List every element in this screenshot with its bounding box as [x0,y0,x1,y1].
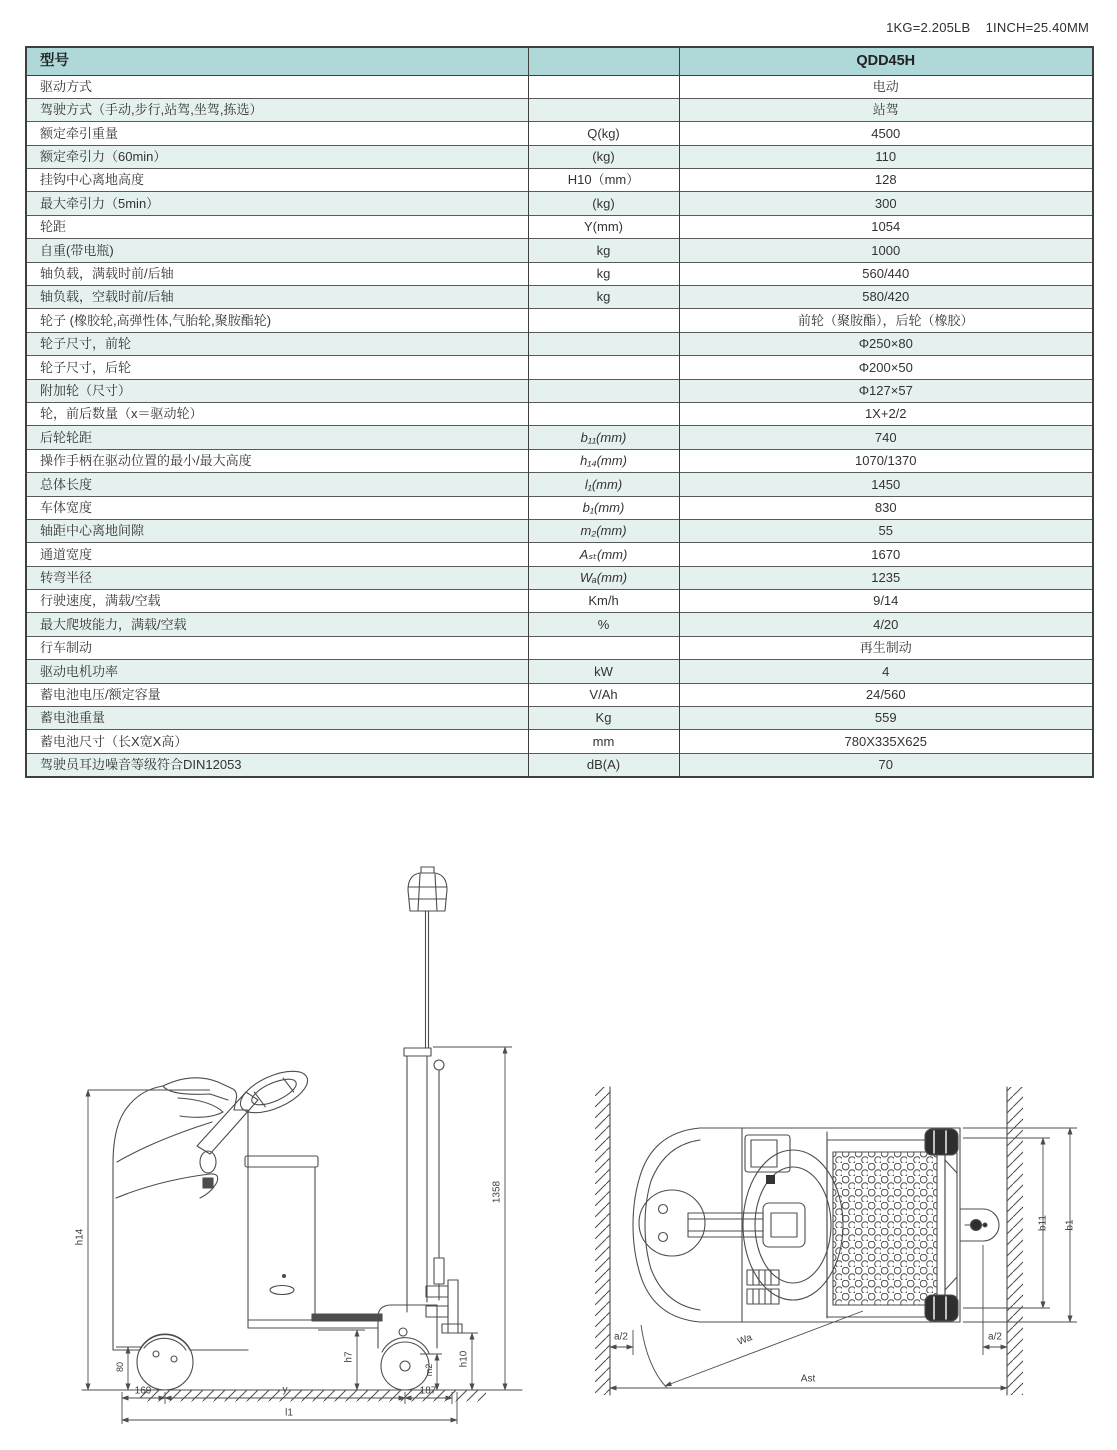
spec-row [26,543,1093,566]
side-view-drawing [60,862,560,1447]
spec-unit: m₂(mm) [528,519,679,542]
spec-value: Φ250×80 [679,332,1093,355]
spec-unit: kg [528,286,679,309]
spec-value: 560/440 [679,262,1093,285]
spec-value: 830 [679,496,1093,519]
spec-value: 740 [679,426,1093,449]
spec-label: 额定牵引重量 [26,122,528,145]
spec-value: 4 [679,660,1093,683]
spec-label: 轴距中心离地间隙 [26,519,528,542]
spec-unit [528,356,679,379]
spec-row [26,356,1093,379]
spec-unit: Kg [528,707,679,730]
unit-conversion-note: 1KG=2.205LB 1INCH=25.40MM [886,20,1089,35]
spec-unit: Wₐ(mm) [528,566,679,589]
spec-label: 驱动方式 [26,75,528,98]
spec-row [26,707,1093,730]
spec-row [26,449,1093,472]
spec-label: 驾驶员耳边噪音等级符合DIN12053 [26,753,528,776]
spec-value: 站驾 [679,98,1093,121]
spec-row [26,590,1093,613]
spec-unit: b₁(mm) [528,496,679,519]
spec-value: 1000 [679,239,1093,262]
spec-row [26,239,1093,262]
spec-row [26,753,1093,776]
spec-row [26,613,1093,636]
spec-label: 轴负载，满载时前/后轴 [26,262,528,285]
spec-row [26,730,1093,753]
spec-row [26,496,1093,519]
spec-label: 通道宽度 [26,543,528,566]
spec-label: 最大爬坡能力，满载/空载 [26,613,528,636]
spec-unit: h₁₄(mm) [528,449,679,472]
spec-row [26,636,1093,659]
dim-b11: b11 [1037,1215,1049,1231]
spec-unit: H10（mm） [528,169,679,192]
spec-row [26,286,1093,309]
spec-unit: % [528,613,679,636]
spec-table-body [26,75,1093,777]
dim-a2-left: a/2 [614,1331,628,1343]
dim-h10: h10 [458,1350,470,1368]
spec-label: 总体长度 [26,473,528,496]
spec-row [26,75,1093,98]
spec-value: 55 [679,519,1093,542]
spec-value: 780X335X625 [679,730,1093,753]
spec-value: Φ127×57 [679,379,1093,402]
spec-unit: kg [528,239,679,262]
dim-wa: Wa [736,1332,754,1348]
spec-value: 70 [679,753,1093,776]
spec-unit: kg [528,262,679,285]
spec-label: 蓄电池重量 [26,707,528,730]
spec-unit: Aₛₜ(mm) [528,543,679,566]
spec-unit: dB(A) [528,753,679,776]
spec-label: 车体宽度 [26,496,528,519]
spec-unit: Q(kg) [528,122,679,145]
spec-row [26,683,1093,706]
spec-value: 110 [679,145,1093,168]
spec-value: 24/560 [679,683,1093,706]
spec-label: 轮子尺寸，前轮 [26,332,528,355]
top-view-drawing [595,1085,1115,1415]
spec-value: 128 [679,169,1093,192]
spec-value: 再生制动 [679,636,1093,659]
spec-value: 1235 [679,566,1093,589]
spec-row [26,145,1093,168]
spec-label: 行驶速度，满载/空载 [26,590,528,613]
spec-label: 最大牵引力（5min） [26,192,528,215]
dim-m2: m2 [424,1363,434,1377]
spec-row [26,215,1093,238]
top-view-art [595,1085,1115,1415]
dim-y: y [282,1384,288,1396]
spec-label: 自重(带电瓶) [26,239,528,262]
spec-unit: l₁(mm) [528,473,679,496]
spec-value: 4/20 [679,613,1093,636]
spec-label: 轮子尺寸，后轮 [26,356,528,379]
spec-unit: (kg) [528,145,679,168]
spec-unit: mm [528,730,679,753]
spec-row [26,426,1093,449]
spec-row [26,192,1093,215]
dim-h7: h7 [343,1351,355,1363]
spec-label: 额定牵引力（60min） [26,145,528,168]
spec-unit [528,402,679,425]
spec-table-header [26,47,1093,75]
spec-label: 行车制动 [26,636,528,659]
spec-value: 9/14 [679,590,1093,613]
dim-ast: Ast [800,1373,816,1385]
spec-row [26,566,1093,589]
spec-value: Φ200×50 [679,356,1093,379]
spec-row [26,402,1093,425]
spec-value: 1450 [679,473,1093,496]
spec-row [26,169,1093,192]
dim-h14: h14 [74,1228,86,1246]
spec-row [26,379,1093,402]
spec-unit: kW [528,660,679,683]
spec-value: 4500 [679,122,1093,145]
spec-unit [528,332,679,355]
spec-row [26,122,1093,145]
spec-row [26,473,1093,496]
spec-label: 后轮轮距 [26,426,528,449]
spec-row [26,519,1093,542]
dim-l1: l1 [285,1407,293,1419]
spec-value: 580/420 [679,286,1093,309]
spec-value: 电动 [679,75,1093,98]
spec-unit: b₁₁(mm) [528,426,679,449]
spec-unit [528,98,679,121]
spec-value: 前轮（聚胺酯），后轮（橡胶） [679,309,1093,332]
spec-unit: Y(mm) [528,215,679,238]
spec-row [26,309,1093,332]
spec-table [25,46,1094,778]
spec-label: 转弯半径 [26,566,528,589]
spec-label: 蓄电池尺寸（长X宽X高） [26,730,528,753]
spec-label: 轴负载，空载时前/后轴 [26,286,528,309]
dim-169: 169 [134,1385,152,1397]
spec-label: 轮子 (橡胶轮,高弹性体,气胎轮,聚胺酯轮) [26,309,528,332]
spec-unit: (kg) [528,192,679,215]
spec-unit: Km/h [528,590,679,613]
spec-row [26,660,1093,683]
spec-unit [528,75,679,98]
dim-1358: 1358 [491,1180,503,1204]
spec-value: 1054 [679,215,1093,238]
spec-value: 559 [679,707,1093,730]
model-value: QDD45H [679,47,1093,75]
spec-value: 1X+2/2 [679,402,1093,425]
dim-a2-right: a/2 [988,1331,1002,1343]
header-unit-cell [528,47,679,75]
model-label: 型号 [26,47,528,75]
spec-label: 驱动电机功率 [26,660,528,683]
spec-label: 蓄电池电压/额定容量 [26,683,528,706]
spec-unit [528,636,679,659]
dim-187: 187 [419,1385,437,1397]
side-view-art [60,862,560,1447]
spec-label: 驾驶方式（手动,步行,站驾,坐驾,拣选） [26,98,528,121]
spec-label: 操作手柄在驱动位置的最小/最大高度 [26,449,528,472]
spec-label: 挂钩中心离地高度 [26,169,528,192]
spec-row [26,262,1093,285]
spec-unit [528,309,679,332]
spec-row [26,332,1093,355]
spec-value: 300 [679,192,1093,215]
header-row [26,47,1093,75]
spec-label: 轮距 [26,215,528,238]
spec-row [26,98,1093,121]
spec-label: 轮，前后数量（x＝驱动轮） [26,402,528,425]
spec-value: 1670 [679,543,1093,566]
dim-b1: b1 [1064,1219,1076,1231]
spec-label: 附加轮（尺寸） [26,379,528,402]
spec-unit [528,379,679,402]
spec-value: 1070/1370 [679,449,1093,472]
dim-80: 80 [115,1361,125,1373]
spec-unit: V/Ah [528,683,679,706]
